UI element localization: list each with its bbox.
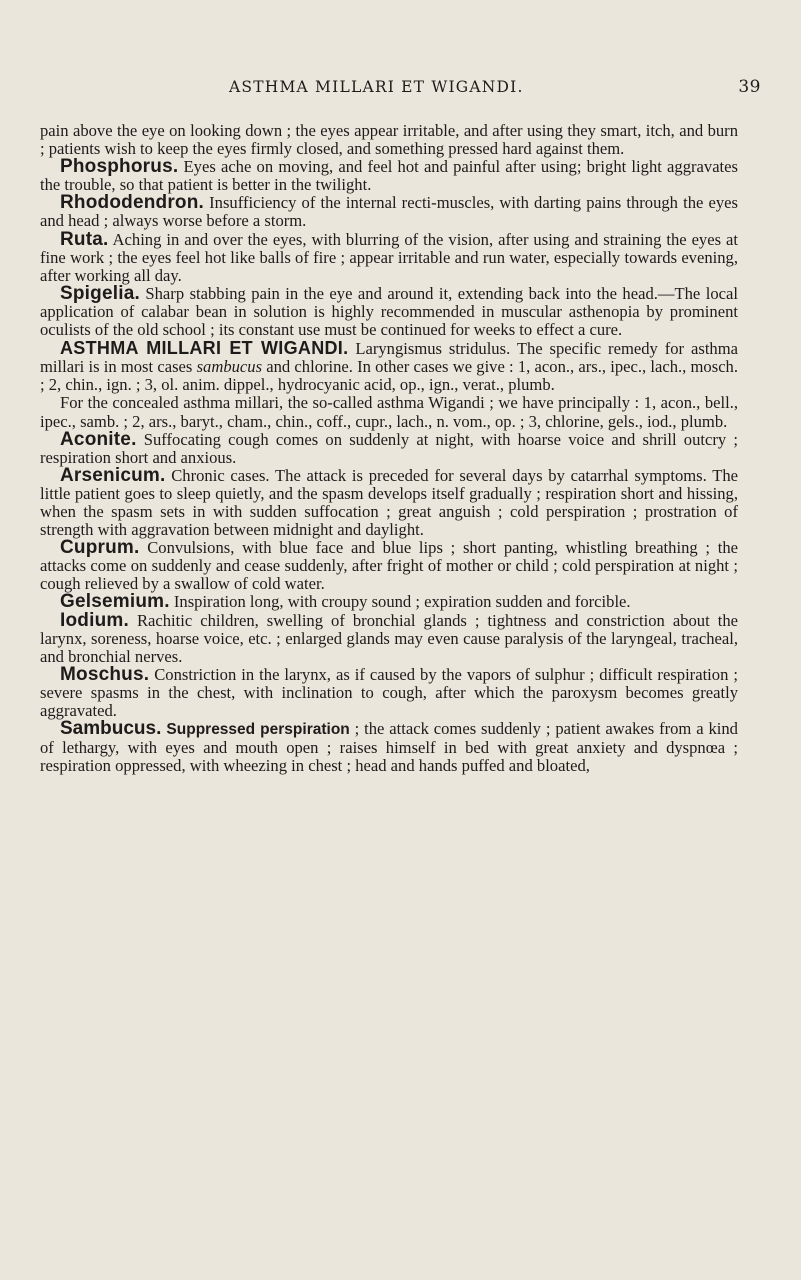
entry-heading: Aconite. [60,428,137,450]
entry-text: Inspiration long, with croupy sound ; expiration sudden and forcible. [169,592,631,612]
entry-iodium [40,609,738,666]
entry-heading: Ruta. [60,228,109,250]
entry-gelsemium [40,593,738,611]
running-head [229,78,761,100]
entry-heading: Rhododendron. [60,192,205,214]
entry-heading: Moschus. [60,663,150,685]
section-text: Laryngismus stridulus. The specific remedy for asthma millari is in most cases [40,339,739,377]
paragraph-text: For the concealed asthma millari, the so-called asthma Wigandi ; we have principally : 1, acon., bell., ipec., samb. ; 2, ars., baryt., cham., chin., coff., cupr., lach., n. vom., op. ; 3, chlorine, gels., iod., plumb. [40,393,738,431]
entry-moschus [40,663,738,720]
entry-ruta [40,228,738,285]
entry-text: Sharp stabbing pain in the eye and around it, extending back into the head.—The local application of calabar bean in solution is highly recommended in muscular asthenopia by prominent oculists of the old school ; its constant use must be continued for weeks to effect a cure. [40,283,738,340]
paragraph-text: pain above the eye on looking down ; the eyes appear irritable, and after using they smart, itch, and burn ; patients wish to keep the eyes firmly closed, and something pressed hard against them. [40,121,738,159]
entry-heading: Iodium. [60,609,129,631]
entry-heading: Arsenicum. [60,464,166,486]
paragraph-continuation [40,122,738,158]
entry-phosphorus [40,158,738,194]
entry-text: Eyes ache on moving, and feel hot and painful after using; bright light aggravates the trouble, so that patient is better in the twilight. [40,157,738,195]
entry-aconite [40,428,738,467]
page-number: 39 [738,77,761,97]
italic-term: sambucus [196,357,263,377]
paragraph-wigandi [40,394,738,430]
entry-text: Convulsions, with blue face and blue lips ; short panting, whistling breathing ; the attacks come on suddenly and cease suddenly, after fright of mother or child ; cold perspiration at night ; cough relieved by a swallow of cold water. [40,538,738,594]
entry-spigelia [40,282,738,340]
entry-arsenicum [40,464,738,540]
entry-subheading: Suppressed perspiration [161,721,350,739]
entry-heading: Gelsemium. [60,591,170,613]
entry-text: Insufficiency of the internal recti-muscles, with darting pains through the eyes and head ; always worse before a storm. [40,193,738,231]
entry-heading: Phosphorus. [60,156,179,178]
entry-text: Aching in and over the eyes, with blurring of the vision, after using and straining the eyes at fine work ; the eyes feel hot like balls of fire ; appear irritable and run water, especially towards evening, after working all day. [40,229,738,285]
entry-text: Suffocating cough comes on suddenly at night, with hoarse voice and shrill outcry ; respiration short and anxious. [40,429,738,467]
section-heading: ASTHMA MILLARI ET WIGANDI. [60,338,349,359]
entry-cuprum [40,539,738,593]
section-asthma [40,339,738,394]
running-title: ASTHMA MILLARI ET WIGANDI. [229,78,524,96]
entry-text: Chronic cases. The attack is preceded for several days by catarrhal symptoms. The little patient goes to sleep quietly, and the spasm develops itself gradually ; respiration short and hissing, when the spasm sets in with sudden suffocation ; great anguish ; cold perspiration ; prostration of strength with aggravation between midnight and daylight. [40,465,738,540]
entry-heading: Sambucus. [60,718,162,740]
entry-sambucus [40,720,738,775]
entry-text: Rachitic children, swelling of bronchial glands ; tightness and constriction about the larynx, soreness, hoarse voice, etc. ; enlarged glands may even cause paralysis of the laryngeal, tracheal, and bronchial nerves. [40,610,738,666]
section-text: and chlorine. In other cases we give : 1, acon., ars., ipec., lach., mosch. ; 2, chin., ign. ; 3, ol. anim. dippel., hydrocyanic acid, op., ign., verat., plumb. [40,357,739,395]
entry-text: Constriction in the larynx, as if caused by the vapors of sulphur ; difficult respiration ; severe spasms in the chest, with inclination to cough, after which the paroxysm becomes greatly aggravated. [40,664,738,720]
entry-text: ; the attack comes suddenly ; patient awakes from a kind of lethargy, with eyes and mouth open ; raises himself in bed with great anxiety and dyspnœa ; respiration oppressed, with wheezing in chest ; head and hands puffed and bloated, [40,719,738,776]
entry-heading: Spigelia. [60,282,140,304]
body-text [40,122,738,775]
entry-heading: Cuprum. [60,537,140,559]
entry-rhododendron [40,194,738,230]
